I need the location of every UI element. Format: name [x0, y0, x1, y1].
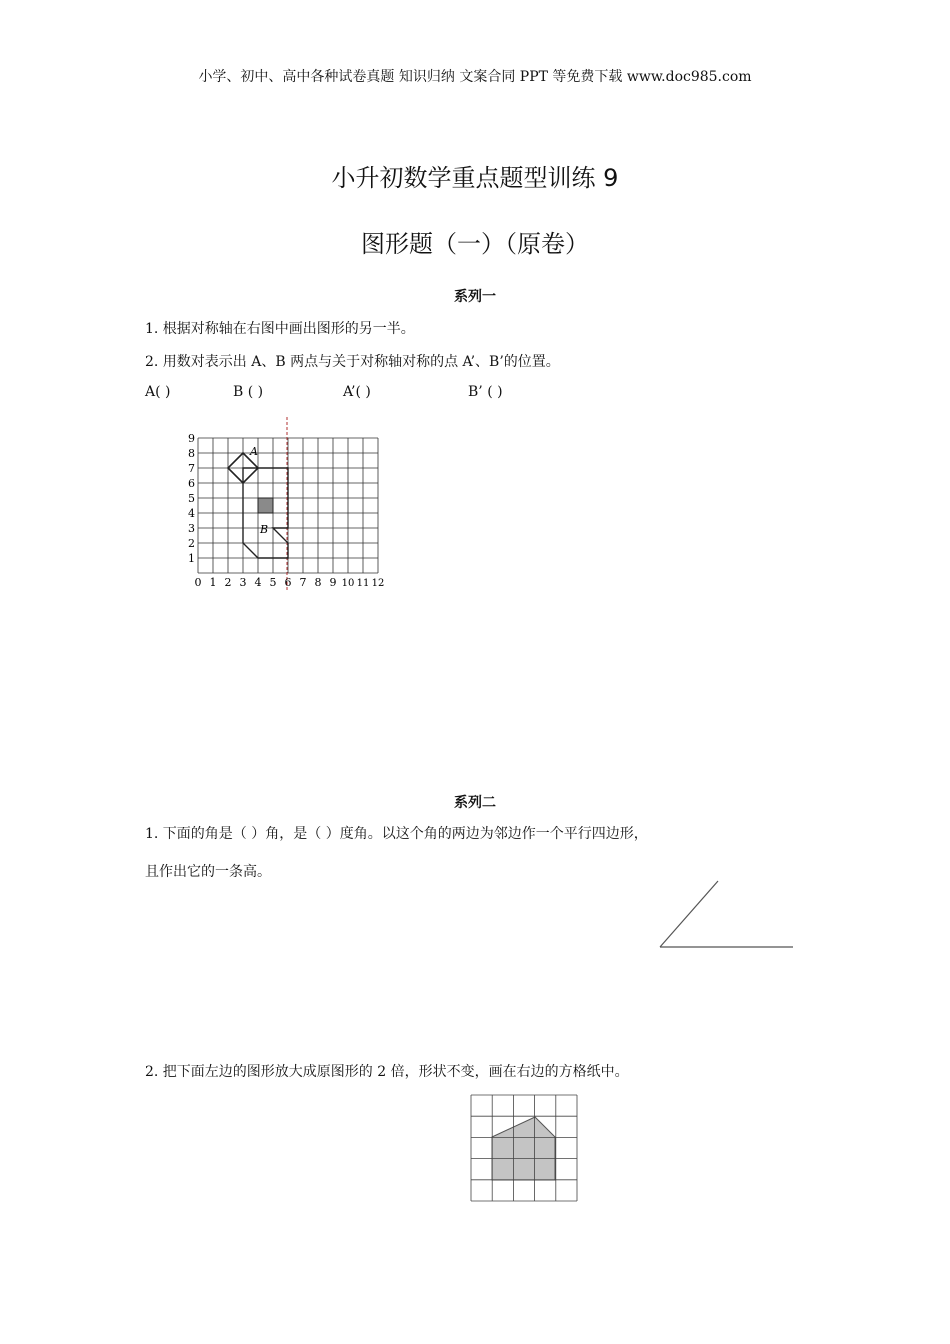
x-tick-label: 2 — [224, 576, 232, 589]
series2-question1-line2: 且作出它的一条高。 — [145, 864, 271, 880]
blank-b-prime: B’ ( ) — [468, 384, 503, 400]
x-tick-label: 4 — [254, 576, 262, 589]
y-tick-label: 8 — [188, 447, 195, 460]
angle-ray-slanted — [660, 881, 718, 947]
angle-figure — [655, 875, 800, 955]
point-label-b: B — [260, 523, 269, 536]
y-tick-label: 2 — [188, 537, 195, 550]
page-subtitle: 图形题（一）（原卷） — [361, 230, 589, 258]
shaded-square — [258, 498, 273, 513]
y-tick-label: 4 — [188, 507, 195, 520]
series2-heading: 系列二 — [454, 795, 496, 811]
x-tick-label: 12 — [371, 578, 385, 589]
series1-heading: 系列一 — [454, 289, 496, 305]
y-tick-label: 9 — [188, 432, 195, 445]
point-label-a: A — [250, 445, 258, 458]
series1-question2: 2. 用数对表示出 A、B 两点与关于对称轴对称的点 A’、B’的位置。 — [145, 354, 560, 370]
pentagon-shape — [492, 1117, 555, 1180]
series2-question2: 2. 把下面左边的图形放大成原图形的 2 倍，形状不变，画在右边的方格纸中。 — [145, 1064, 629, 1080]
y-tick-label: 5 — [188, 492, 195, 505]
y-tick-label: 1 — [188, 552, 195, 565]
x-tick-label: 6 — [284, 576, 292, 589]
x-tick-label: 1 — [209, 576, 217, 589]
blank-b: B ( ) — [233, 384, 264, 400]
y-tick-label: 3 — [188, 522, 195, 535]
x-tick-label: 7 — [299, 576, 307, 589]
y-tick-label: 6 — [188, 477, 195, 490]
blank-a-prime: A’( ) — [343, 384, 371, 400]
x-tick-label: 8 — [314, 576, 322, 589]
enlarge-grid-figure — [468, 1092, 580, 1206]
blank-a: A( ) — [145, 384, 171, 400]
x-tick-label: 11 — [356, 578, 370, 589]
x-tick-label: 0 — [194, 576, 202, 589]
x-tick-label: 3 — [239, 576, 247, 589]
x-tick-label: 9 — [329, 576, 337, 589]
symmetry-grid-figure — [180, 415, 390, 595]
x-tick-label: 10 — [341, 578, 355, 589]
x-tick-label: 5 — [269, 576, 277, 589]
series1-question1: 1. 根据对称轴在右图中画出图形的另一半。 — [145, 321, 415, 337]
page-title: 小升初数学重点题型训练 9 — [331, 164, 619, 192]
series2-question1-line1: 1. 下面的角是（ ）角，是（ ）度角。以这个角的两边为邻边作一个平行四边形， — [145, 826, 648, 842]
y-tick-label: 7 — [188, 462, 195, 475]
page-header: 小学、初中、高中各种试卷真题 知识归纳 文案合同 PPT 等免费下载 www.doc985.com — [198, 69, 752, 85]
